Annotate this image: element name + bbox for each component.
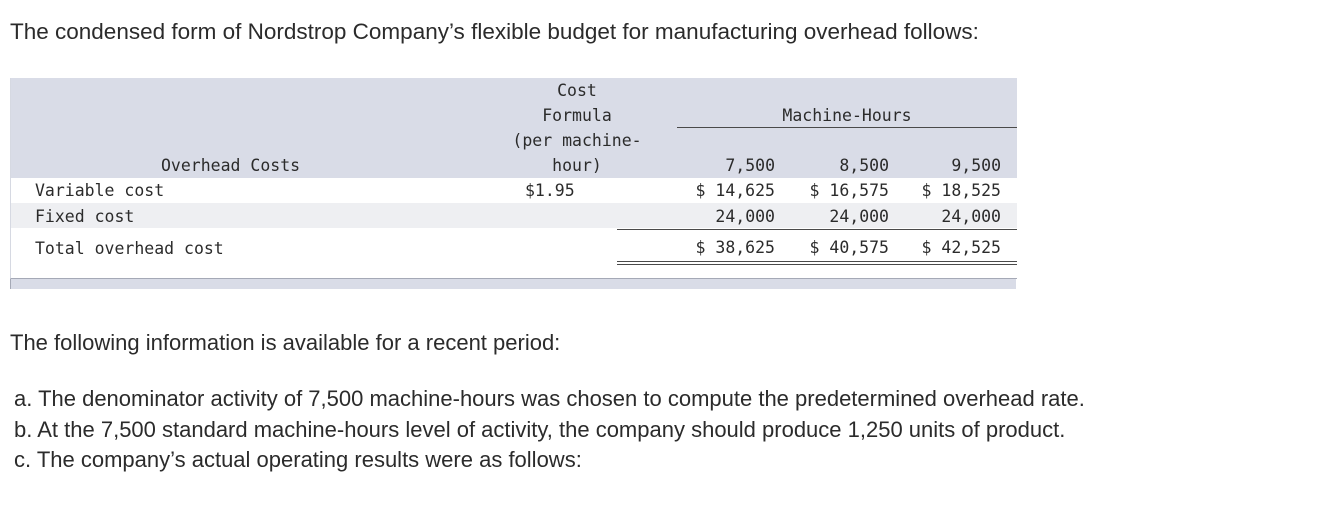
total-value: $ 38,625	[695, 238, 775, 257]
info-paragraph: The following information is available for a recent period:	[10, 330, 561, 355]
cost-formula-value: $1.95	[525, 181, 575, 200]
list-item: c. The company’s actual operating results were as follows:	[14, 447, 582, 472]
budget-value: $ 16,575	[809, 181, 889, 200]
cost-formula-header-line: Formula	[542, 106, 612, 125]
total-value: $ 42,525	[921, 238, 1001, 257]
budget-value: 24,000	[941, 207, 1001, 226]
machine-hours-underline	[677, 127, 1017, 128]
budget-value: 24,000	[715, 207, 775, 226]
row-label: Variable cost	[35, 181, 165, 200]
subtotal-rule	[617, 229, 1017, 230]
machine-hours-header: Machine-Hours	[782, 106, 912, 125]
intro-paragraph: The condensed form of Nordstrop Company’s flexible budget for manufacturing overhead follows:	[10, 19, 979, 44]
activity-level-header: 7,500	[725, 156, 775, 175]
info-list	[14, 384, 1085, 476]
overhead-costs-header: Overhead Costs	[161, 156, 301, 175]
row-label: Fixed cost	[35, 207, 135, 226]
list-item: a. The denominator activity of 7,500 machine-hours was chosen to compute the predetermined overhead rate.	[14, 386, 1085, 411]
activity-level-header: 9,500	[951, 156, 1001, 175]
cost-formula-header-line: Cost	[557, 81, 597, 100]
total-double-rule	[617, 261, 1017, 265]
budget-value: $ 18,525	[921, 181, 1001, 200]
list-item: b. At the 7,500 standard machine-hours level of activity, the company should produce 1,250 units of product.	[14, 416, 1066, 442]
row-label: Total overhead cost	[35, 239, 224, 258]
budget-value: 24,000	[829, 207, 889, 226]
total-value: $ 40,575	[809, 238, 889, 257]
budget-value: $ 14,625	[695, 181, 775, 200]
activity-level-header: 8,500	[839, 156, 889, 175]
flexible-budget-table	[10, 78, 1016, 288]
cost-formula-header-line: hour)	[552, 156, 602, 175]
horizontal-scrollbar[interactable]	[10, 279, 1016, 289]
cost-formula-header-line: (per machine-	[512, 131, 642, 150]
cost-formula-header	[491, 78, 663, 178]
table-scroll-area[interactable]	[10, 78, 1017, 279]
